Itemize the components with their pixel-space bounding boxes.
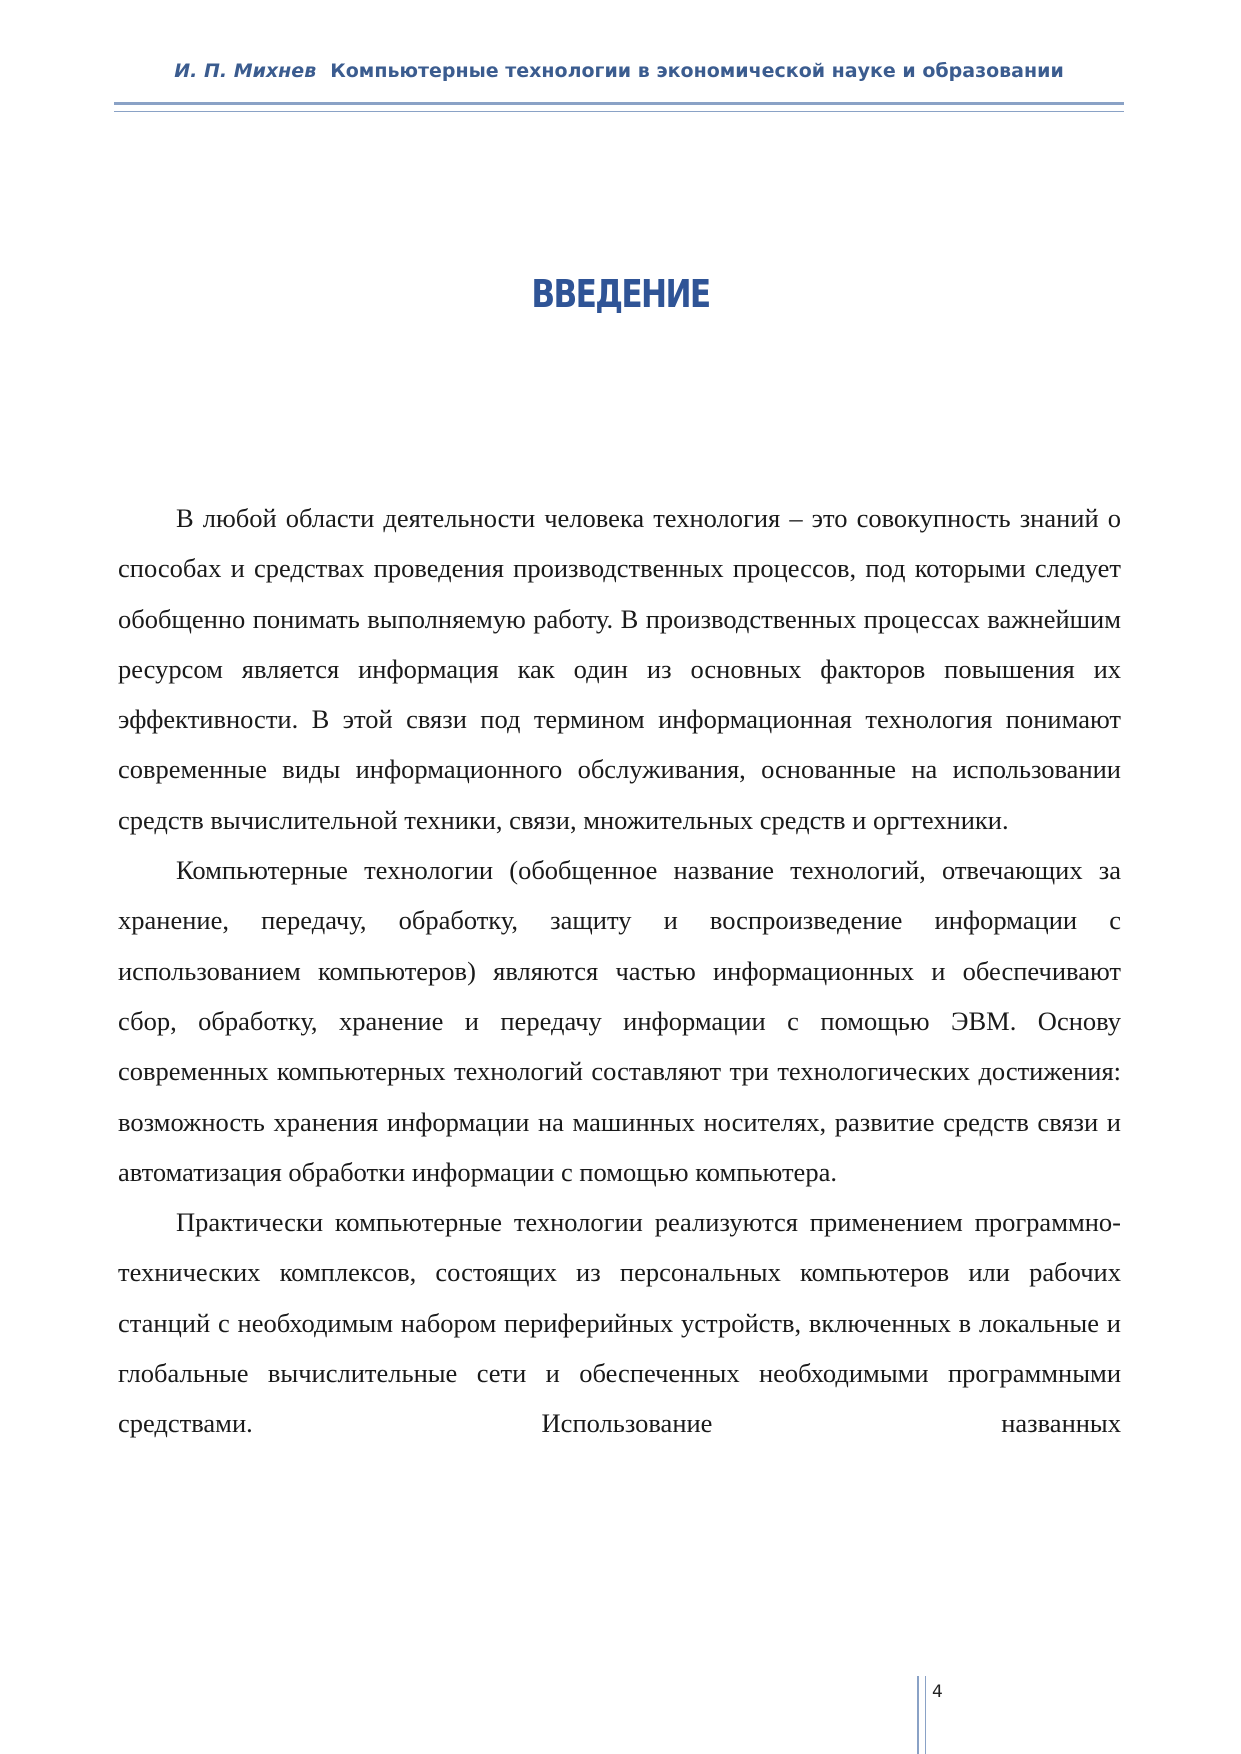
paragraph-2: Компьютерные технологии (обобщенное название технологий, отвечающих за хранение, передачу, обработку, защиту и воспроизведение информации с использованием компьютеров) являются частью информационных и обеспечивают сбор, обработку, хранение и передачу информации с помощью ЭВМ. Основу современных компьютерных технологий составляют три технологических достижения: возможность хранения информации на машинных носителях, развитие средств связи и автоматизация обработки информации с помощью компьютера. xyxy=(118,855,1121,1187)
paragraph-1: В любой области деятельности человека технология – это совокупность знаний о способах и средствах проведения производственных процессов, под которыми следует обобщенно понимать выполняемую работу. В производственных процессах важнейшим ресурсом является информация как один из основных факторов повышения их эффективности. В этой связи под термином информационная технология понимают современные виды информационного обслуживания, основанные на использовании средств вычислительной техники, связи, множительных средств и оргтехники. xyxy=(118,503,1121,835)
body-text xyxy=(118,493,1121,1449)
chapter-title: ВВЕДЕНИЕ xyxy=(531,272,710,316)
footer-double-rule xyxy=(917,1676,926,1754)
header-double-rule xyxy=(114,102,1124,112)
header-book-title: Компьютерные технологии в экономической науке и образовании xyxy=(330,60,1064,82)
page-number: 4 xyxy=(932,1682,943,1702)
header-author: И. П. Михнев xyxy=(174,60,317,82)
running-header xyxy=(114,60,1124,82)
paragraph-3: Практически компьютерные технологии реализуются применением программно-технических комплексов, состоящих из персональных компьютеров или рабочих станций с необходимым набором периферийных устройств, включенных в локальные и глобальные вычислительные сети и обеспеченных необходимыми программными средствами. Использование названных xyxy=(118,1207,1121,1439)
